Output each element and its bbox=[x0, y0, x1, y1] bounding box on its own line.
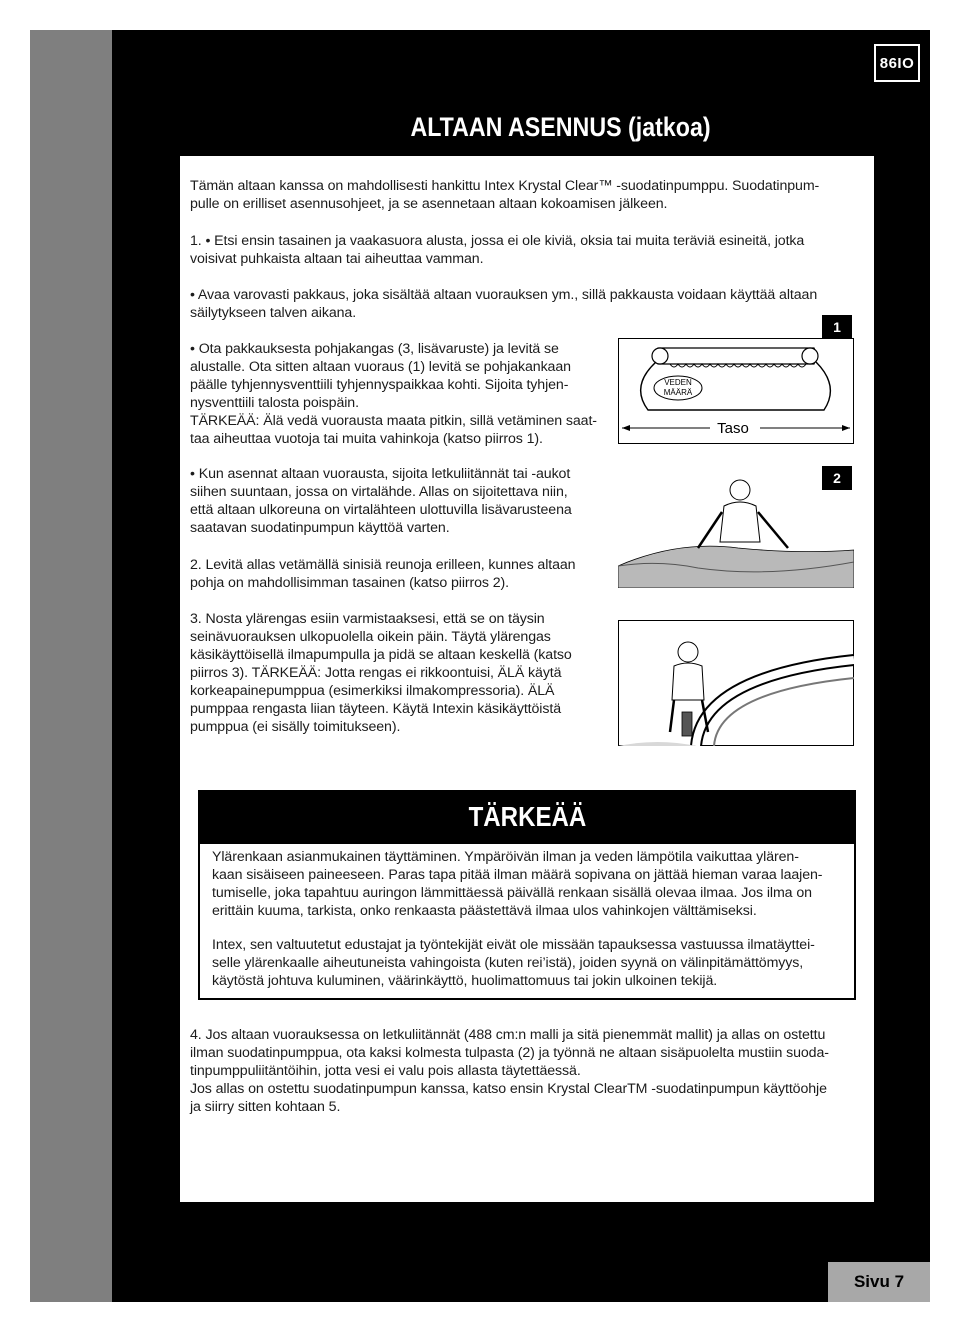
text-line: että altaan ulkoreuna on virtalähteen ulottuvilla lisävarusteena bbox=[190, 502, 572, 518]
text-line: nysventtiili talosta poispäin. bbox=[190, 395, 359, 411]
text-line: saatavan suodatinpumpun käyttöä varten. bbox=[190, 520, 450, 536]
footer-band bbox=[112, 1262, 930, 1302]
step3-paragraph bbox=[190, 610, 610, 736]
text-line: pohja on mahdollisimman tasainen (katso piirros 2). bbox=[190, 575, 510, 591]
text-line: säilytykseen talven aikana. bbox=[190, 305, 357, 321]
text-line: käsikäyttöisellä ilmapumpulla ja pidä se altaan keskellä (katso bbox=[190, 647, 572, 663]
text-line: voisivat puhkaista altaan tai aiheuttaa vamman. bbox=[190, 251, 484, 267]
text-line: pumppaa rengasta liian täyteen. Käytä Intexin käsikäyttöistä bbox=[190, 701, 561, 717]
model-number-tag: 86IO bbox=[874, 44, 920, 82]
text-line: taa aiheuttaa vuotoja tai muita vahinkoja (katso piirros 1). bbox=[190, 431, 543, 447]
page-title: ALTAAN ASENNUS (jatkoa) bbox=[410, 111, 711, 142]
notice-paragraph-2 bbox=[212, 936, 848, 990]
text-line: piirros 3). TÄRKEÄÄ: Jotta rengas ei rikkoontuisi, ÄLÄ käytä bbox=[190, 665, 562, 681]
text-line: korkeapainepumppua (esimerkiksi ilmakompressoria). ÄLÄ bbox=[190, 683, 555, 699]
figure-2-spreading-illustration bbox=[618, 462, 854, 588]
important-notice-title-text: TÄRKEÄÄ bbox=[468, 801, 586, 832]
water-level-label-line2: MÄÄRÄ bbox=[663, 388, 693, 397]
step1c-paragraph bbox=[190, 340, 610, 448]
step1d-paragraph bbox=[190, 465, 610, 537]
text-line: käytöstä johtuva kuluminen, väärinkäyttö, huolimattomuus tai jokin ulkoinen tekijä. bbox=[212, 973, 718, 989]
text-line: Jos allas on ostettu suodatinpumpun kanssa, katso ensin Krystal ClearTM -suodatinpumpun käyttöohje bbox=[190, 1081, 827, 1097]
figure-3-inflating-illustration bbox=[618, 620, 854, 746]
text-line: Ylärenkaan asianmukainen täyttäminen. Ympäröivän ilman ja veden lämpötila vaikuttaa ylären- bbox=[212, 849, 799, 865]
notice-paragraph-1 bbox=[212, 848, 848, 920]
text-line: seinävuorauksen ulkopuolella oikein päin. Täytä ylärengas bbox=[190, 629, 551, 645]
text-line: erittäin kuuma, tarkista, onko renkaasta päästettävä ilmaa ulos vahinkojen välttämiseksi. bbox=[212, 903, 757, 919]
text-line: TÄRKEÄÄ: Älä vedä vuorausta maata pitkin, sillä vetäminen saat- bbox=[190, 413, 597, 429]
figure-1-pool-diagram bbox=[618, 338, 854, 444]
text-line: 4. Jos altaan vuorauksessa on letkuliitännät (488 cm:n malli ja sitä pienemmät mallit) ja allas on ostettu bbox=[190, 1027, 826, 1043]
text-line: • Kun asennat altaan vuorausta, sijoita letkuliitännät tai -aukot bbox=[190, 466, 571, 482]
text-line: 1. • Etsi ensin tasainen ja vaakasuora alusta, jossa ei ole kiviä, oksia tai muita teräviä esineitä, jotka bbox=[190, 233, 805, 249]
text-line: • Ota pakkauksesta pohjakangas (3, lisävaruste) ja levitä se bbox=[190, 341, 559, 357]
text-line: kaan sisäiseen paineeseen. Paras tapa pitää ilman määrä sopivana on jättää hieman varaa laajen- bbox=[212, 867, 823, 883]
text-line: tumiselle, joka tapahtuu auringon lämmittäessä päivällä renkaan sisällä olevaa ilmaa. Jos ilma on bbox=[212, 885, 812, 901]
text-line: Tämän altaan kanssa on mahdollisesti hankittu Intex Krystal Clear™ -suodatinpumppu. Suodatinpum- bbox=[190, 178, 820, 194]
text-line: pulle on erilliset asennusohjeet, ja se asennetaan altaan kokoamisen jälkeen. bbox=[190, 196, 668, 212]
ground-label: Taso bbox=[717, 420, 749, 437]
step2-paragraph bbox=[190, 556, 610, 592]
step4-paragraph bbox=[190, 1026, 860, 1116]
text-line: 2. Levitä allas vetämällä sinisiä reunoja erilleen, kunnes altaan bbox=[190, 557, 576, 573]
important-notice-title bbox=[198, 790, 856, 844]
intro-paragraph bbox=[190, 177, 860, 213]
page-number-tag: Sivu 7 bbox=[828, 1262, 930, 1302]
text-line: Intex, sen valtuutetut edustajat ja työntekijät eivät ole missään tapauksessa vastuussa ilmatäyttei- bbox=[212, 937, 815, 953]
text-line: • Avaa varovasti pakkaus, joka sisältää altaan vuorauksen ym., sillä pakkausta voidaan käyttää altaan bbox=[190, 287, 818, 303]
step1b-paragraph bbox=[190, 286, 860, 322]
text-line: ja siirry sitten kohtaan 5. bbox=[190, 1099, 341, 1115]
step1-paragraph bbox=[190, 232, 860, 268]
text-line: tinpumppuliitäntöihin, jotta vesi ei valu pois allasta täytettäessä. bbox=[190, 1063, 581, 1079]
text-line: siihen suuntaan, jossa on virtalähde. Allas on sijoitettava niin, bbox=[190, 484, 568, 500]
water-level-label-line1: VEDEN bbox=[664, 378, 692, 387]
text-line: ilman suodatinpumppua, ota kaksi kolmesta tulpasta (2) ja työnnä ne altaan sisäpuolelta mustiin suoda- bbox=[190, 1045, 829, 1061]
figure-2-number: 2 bbox=[822, 466, 852, 490]
text-line: selle ylärenkaalle aiheutuneista vahingoista (kuten rei’istä), joiden syynä on välinpitämättömyys, bbox=[212, 955, 804, 971]
text-line: päälle tyhjennysventtiili tyhjennyspaikkaa kohti. Sijoita tyhjen- bbox=[190, 377, 569, 393]
text-line: 3. Nosta ylärengas esiin varmistaaksesi, että se on täysin bbox=[190, 611, 545, 627]
text-line: alustalle. Ota sitten altaan vuoraus (1) levitä se pohjakankaan bbox=[190, 359, 571, 375]
title-bar bbox=[180, 98, 874, 156]
figure-1-number: 1 bbox=[822, 315, 852, 339]
text-line: pumppua (ei sisälly toimitukseen). bbox=[190, 719, 401, 735]
left-margin-band bbox=[30, 30, 112, 1302]
